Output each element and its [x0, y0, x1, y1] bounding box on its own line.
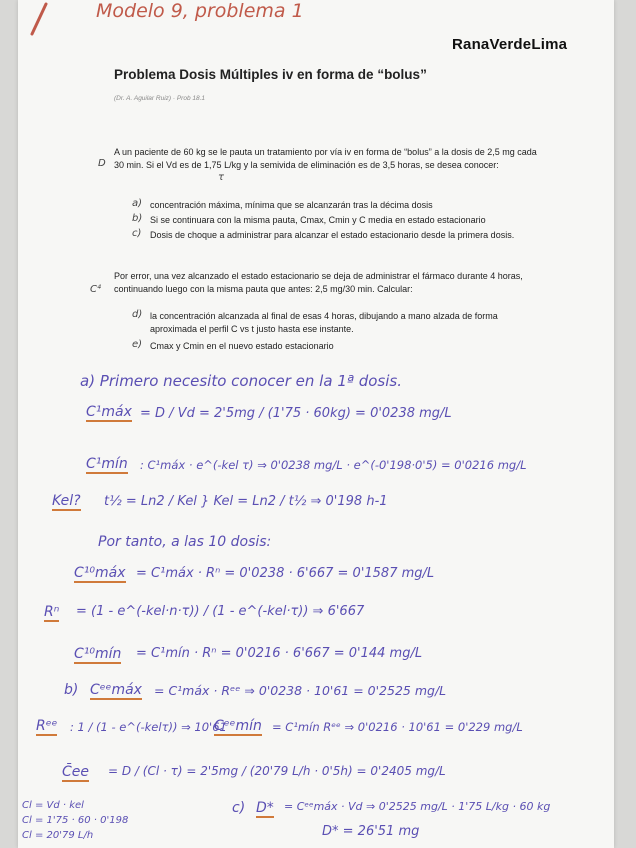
hand-kel-lhs: Kel? — [52, 493, 81, 509]
hand-cmax1-eq: = D / Vd = 2'5mg / (1'75 · 60kg) = 0'0238 mg/L — [140, 406, 452, 421]
hand-ceemin-eq: = C¹mín Rᵉᵉ ⇒ 0'0216 · 10'61 = 0'229 mg/L — [272, 720, 523, 734]
hand-ree-lhs: Rᵉᵉ — [36, 718, 58, 734]
hand-ceemax-eq: = C¹máx · Rᵉᵉ ⇒ 0'0238 · 10'61 = 0'2525 mg/L — [154, 683, 447, 698]
item-marker-a: a) — [132, 198, 143, 209]
hand-cmin10-eq: = C¹mín · Rⁿ = 0'0216 · 6'667 = 0'144 mg/L — [136, 646, 423, 661]
pen-stroke-mark — [28, 2, 50, 36]
hand-cmean-lhs: C̄ee — [62, 764, 90, 780]
hand-cl-line-1: Cl = Vd · kel — [22, 800, 84, 811]
list-item-b: Si se continuara con la misma pauta, Cmax, Cmin y C media en estado estacionario — [150, 215, 486, 225]
item-marker-c: c) — [132, 228, 142, 239]
hand-cl-line-3: Cl = 20'79 L/h — [22, 830, 94, 841]
hand-ceemax-lhs: Cᵉᵉmáx — [90, 682, 142, 698]
marker-d: D — [98, 158, 106, 169]
handwritten-header-title: Modelo 9, problema 1 — [96, 0, 304, 22]
hand-dstar-lhs: D* — [256, 800, 274, 816]
list-item-c: Dosis de choque a administrar para alcanzar el estado estacionario desde la primera dosis. — [150, 230, 515, 240]
hand-cmax1-lhs: C¹máx — [86, 404, 132, 420]
document-subtitle: (Dr. A. Aguilar Ruiz) · Prob 18.1 — [114, 95, 206, 102]
hand-cmax10-eq: = C¹máx · Rⁿ = 0'0238 · 6'667 = 0'1587 mg/L — [136, 566, 435, 581]
hand-c-label: c) — [232, 800, 246, 816]
item-marker-d: d) — [132, 309, 143, 320]
problem-paragraph-2: Por error, una vez alcanzado el estado estacionario se deja de administrar el fármaco durante 4 horas, continuando luego con la misma pauta que antes: 2,5 mg/30 min. Calcular: — [114, 271, 523, 294]
list-item-d: la concentración alcanzada al final de esas 4 horas, dibujando a mano alzada de forma aproximada el perfil C vs t justo hasta ese instante. — [150, 311, 498, 334]
hand-ree-eq: : 1 / (1 - e^(-kelτ)) ⇒ 10'61 — [70, 720, 227, 734]
hand-cmean-eq: = D / (Cl · τ) = 2'5mg / (20'79 L/h · 0'5h) = 0'2405 mg/L — [108, 764, 446, 778]
hand-cmin10-lhs: C¹⁰mín — [74, 646, 122, 662]
hand-cmin1-lhs: C¹mín — [86, 456, 128, 472]
hand-dstar-eq: = Cᵉᵉmáx · Vd ⇒ 0'2525 mg/L · 1'75 L/kg · 60 kg — [284, 800, 551, 813]
brand-watermark: RanaVerdeLima — [452, 36, 568, 53]
paper-sheet — [18, 0, 614, 848]
document-title: Problema Dosis Múltiples iv en forma de “bolus” — [114, 67, 427, 82]
hand-ceemin-lhs: Cᵉᵉmín — [214, 718, 262, 734]
hand-rn-eq: = (1 - e^(-kel·n·τ)) / (1 - e^(-kel·τ)) ⇒ 6'667 — [76, 604, 365, 619]
hand-por-tanto: Por tanto, a las 10 dosis: — [98, 534, 272, 550]
marker-c4: C⁴ — [90, 284, 101, 295]
item-marker-b: b) — [132, 213, 143, 224]
hand-cmin1-eq: : C¹máx · e^(-kel τ) ⇒ 0'0238 mg/L · e^(-0'198·0'5) = 0'0216 mg/L — [140, 458, 527, 472]
hand-dstar-result: D* = 26'51 mg — [322, 824, 420, 839]
hand-cl-line-2: Cl = 1'75 · 60 · 0'198 — [22, 815, 129, 826]
list-item-e: Cmax y Cmin en el nuevo estado estacionario — [150, 341, 334, 351]
hand-cmax10-lhs: C¹⁰máx — [74, 565, 126, 581]
problem-paragraph-1: A un paciente de 60 kg se le pauta un tratamiento por vía iv en forma de “bolus” a la dosis de 2,5 mg cada 30 min. Si el Vd es de 1,75 L/kg y la semivida de eliminación es de 3,5 horas, se desea conocer: — [114, 147, 537, 170]
hand-kel-eq: t½ = Ln2 / Kel } Kel = Ln2 / t½ ⇒ 0'198 h-1 — [104, 494, 388, 509]
marker-tau: τ — [218, 172, 225, 183]
hand-b-label: b) — [64, 682, 79, 698]
hand-a-intro: a) Primero necesito conocer en la 1ª dosis. — [80, 372, 402, 390]
item-marker-e: e) — [132, 339, 143, 350]
hand-rn-lhs: Rⁿ — [44, 604, 60, 620]
list-item-a: concentración máxima, mínima que se alcanzarán tras la décima dosis — [150, 200, 433, 210]
